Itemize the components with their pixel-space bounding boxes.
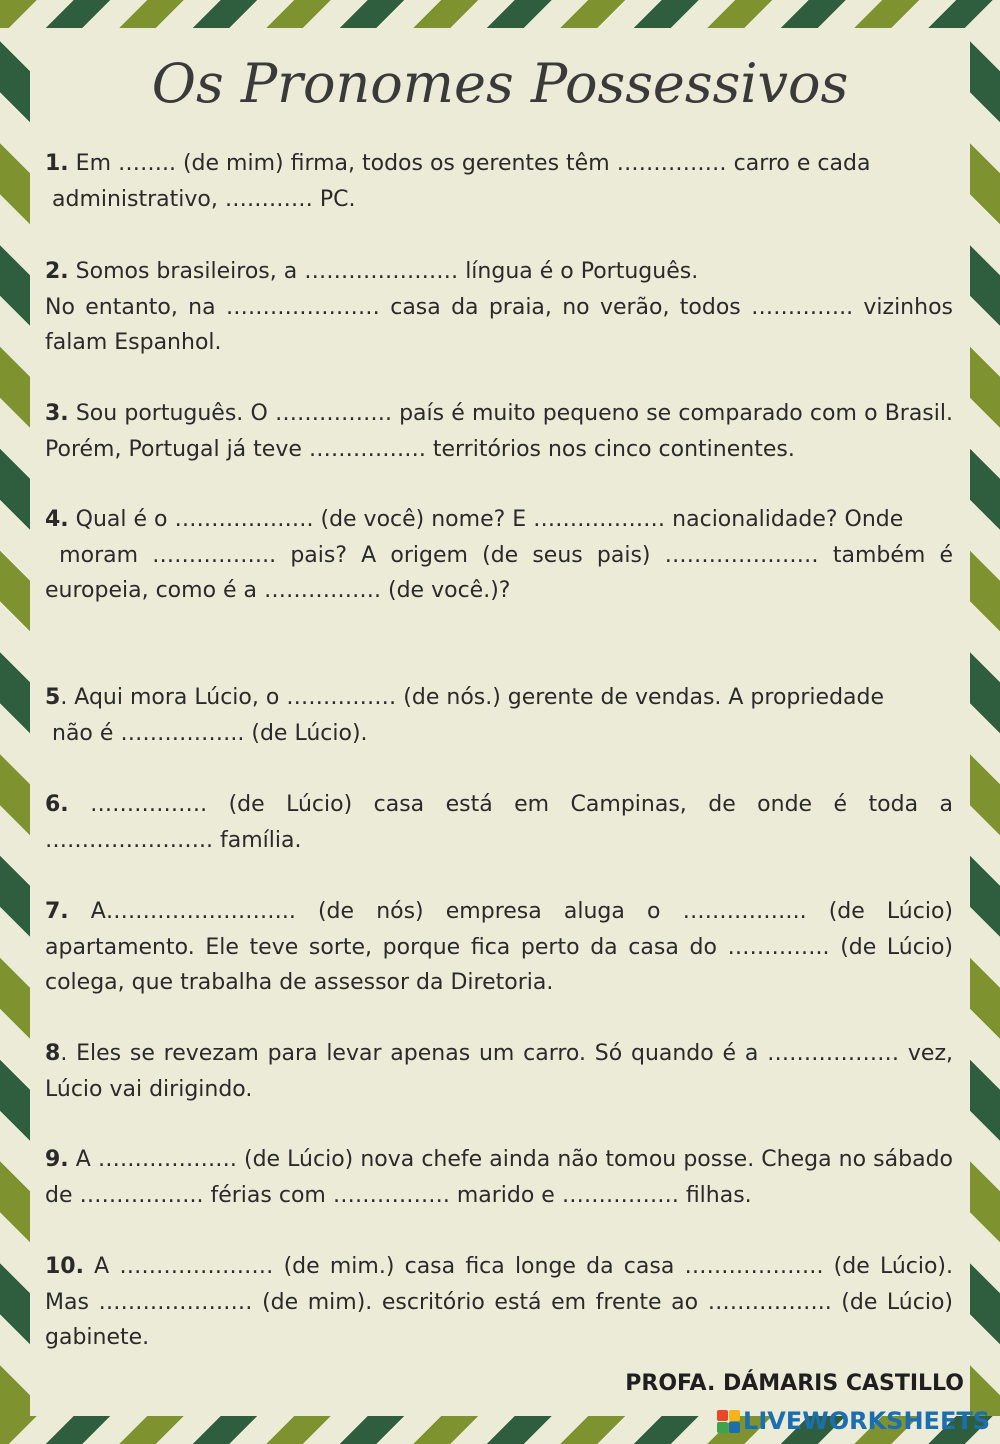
liveworksheets-logo-icon: [717, 1410, 740, 1433]
exercise-number: 7.: [45, 899, 69, 924]
exercise-4: [45, 502, 953, 609]
exercise-text: Qual é o ………………. (de você) nome? E ……………… nacionalidade? Onde moram …………….. pais? A origem (de seus pais) ………………… também é europeia, como é a ……………. (de você.)?: [45, 507, 954, 603]
right-border-stripe: [970, 28, 1000, 1416]
exercise-number: 8: [45, 1041, 61, 1066]
exercise-2: [45, 254, 953, 361]
exercise-text: A…………………….. (de nós) empresa aluga o …………….. (de Lúcio) apartamento. Ele teve sorte, porque fica perto da casa do ………….. (de Lúcio) colega, que trabalha de assessor da Diretoria.: [45, 899, 960, 995]
top-border-stripe: [0, 0, 1000, 28]
exercise-number: 1.: [45, 151, 69, 176]
exercise-text: Em …….. (de mim) firma, todos os gerentes têm …………… carro e cada administrativo, ………… PC.: [52, 151, 871, 212]
exercise-number: 10.: [45, 1254, 84, 1279]
exercise-3: [45, 396, 960, 467]
exercise-text: Somos brasileiros, a ………………… língua é o Português. No entanto, na ………………… casa da praia, no verão, todos ………….. vizinhos falam Espanhol.: [45, 259, 953, 355]
exercise-text: . Aqui mora Lúcio, o …………… (de nós.) gerente de vendas. A propriedade não é …………….. (de Lúcio).: [52, 685, 885, 746]
exercise-8: [45, 1036, 960, 1107]
author-credit: PROFA. DÁMARIS CASTILLO: [625, 1371, 964, 1396]
exercise-9: [45, 1142, 960, 1213]
exercise-text: . Eles se revezam para levar apenas um carro. Só quando é a ……………… vez, Lúcio vai dirigindo.: [45, 1041, 960, 1102]
exercise-5: [45, 680, 953, 751]
exercise-text: ……………. (de Lúcio) casa está em Campinas, de onde é toda a ………………….. família.: [45, 792, 960, 853]
exercise-number: 4.: [45, 507, 69, 532]
exercise-number: 2.: [45, 259, 69, 284]
logo-text: LIVEWORKSHEETS: [743, 1407, 990, 1435]
exercise-7: [45, 894, 960, 1001]
exercise-text: A ………………… (de mim.) casa fica longe da casa ………………. (de Lúcio). Mas ………………… (de mim). escritório está em frente ao …………….. (de Lúcio) gabinete.: [45, 1254, 960, 1350]
exercise-number: 9.: [45, 1147, 69, 1172]
exercise-1: [45, 146, 953, 217]
exercise-text: Sou português. O ……………. país é muito pequeno se comparado com o Brasil. Porém, Portugal já teve ……………. territórios nos cinco continentes.: [45, 401, 960, 462]
exercise-6: [45, 787, 960, 858]
page-title: Os Pronomes Possessivos: [151, 52, 849, 115]
exercise-number: 3.: [45, 401, 69, 426]
exercise-10: [45, 1249, 960, 1356]
exercise-number: 5: [45, 685, 61, 710]
left-border-stripe: [0, 28, 30, 1416]
exercise-number: 6.: [45, 792, 69, 817]
liveworksheets-logo[interactable]: [717, 1407, 990, 1435]
exercise-text: A ………………. (de Lúcio) nova chefe ainda não tomou posse. Chega no sábado de …………….. férias com ……………. marido e ……………. filhas.: [45, 1147, 960, 1208]
